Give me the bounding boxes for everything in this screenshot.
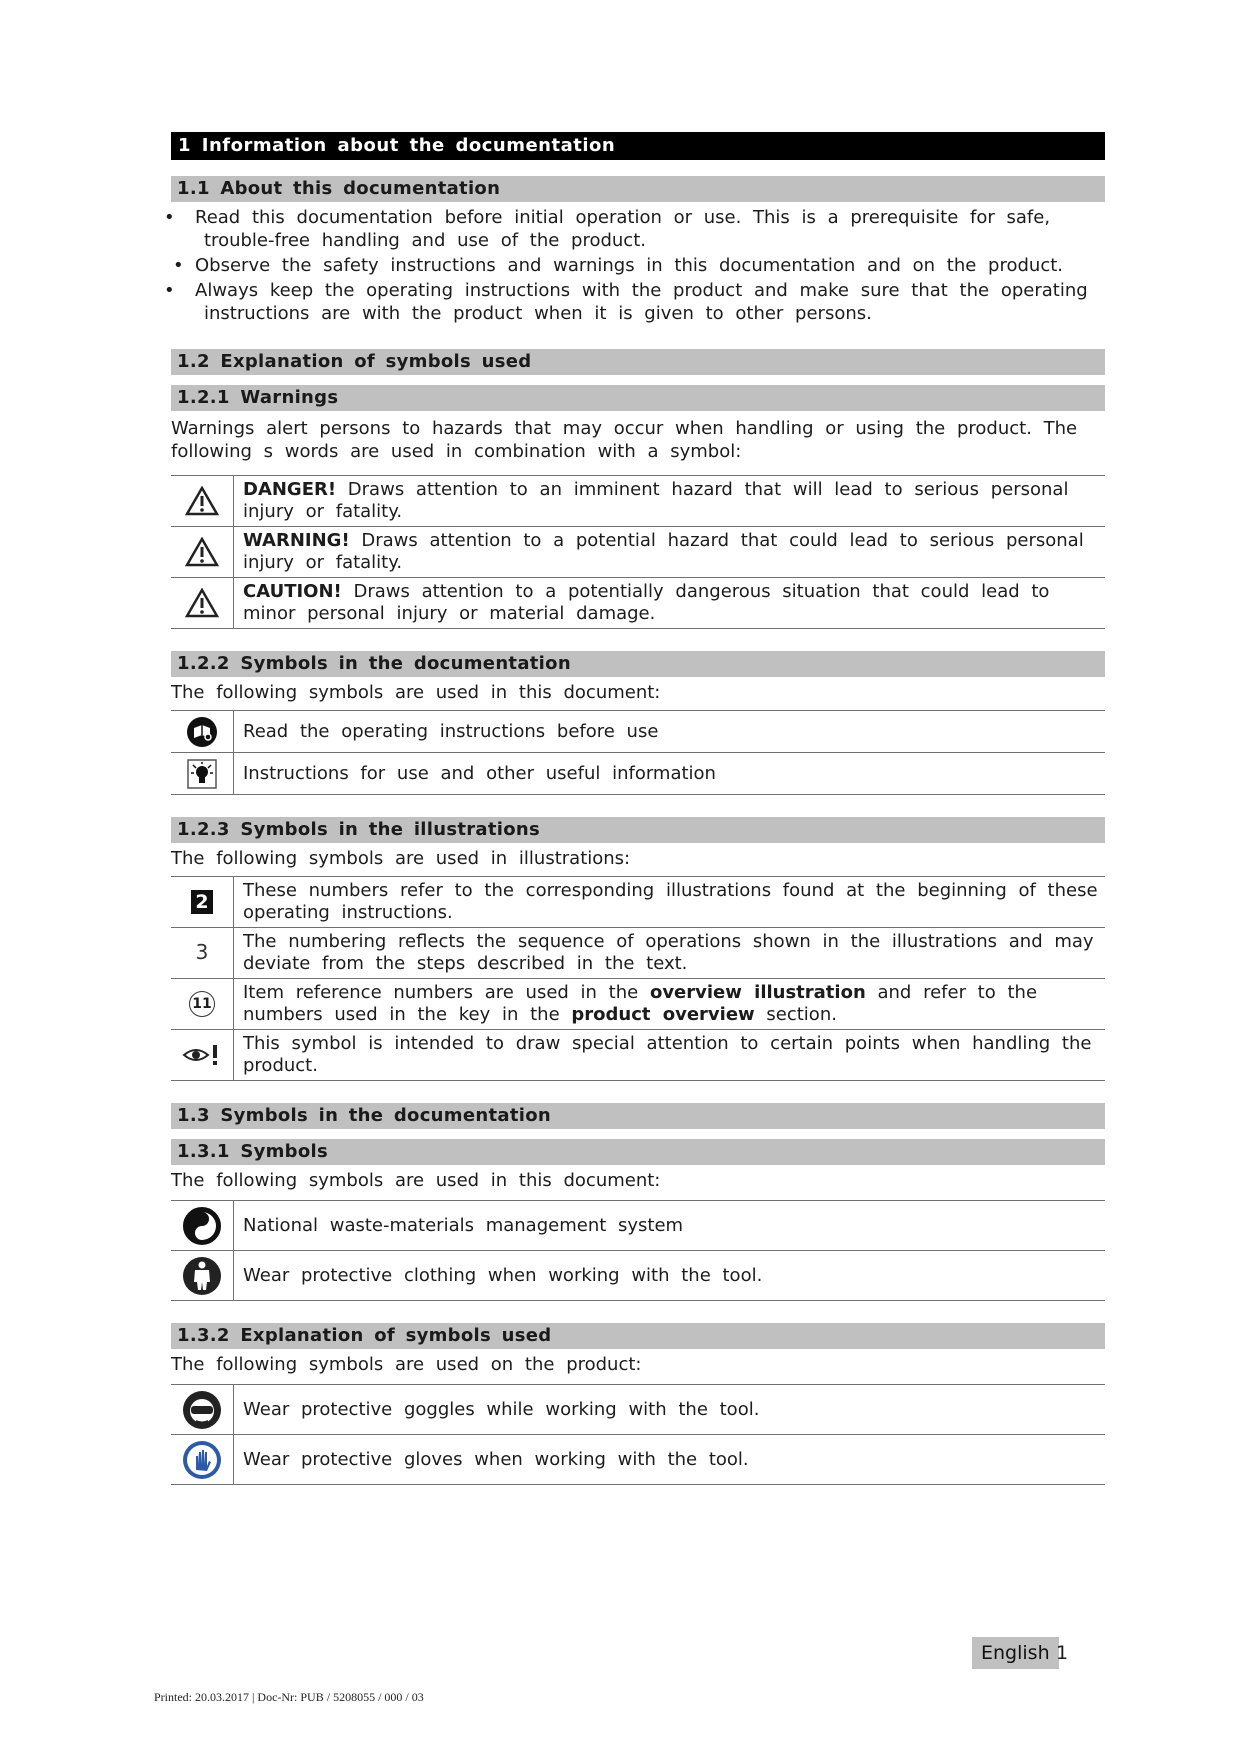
sequence-number-text: The numbering reflects the sequence of operations shown in the illustrations and may deviate from the steps described in the text. (234, 928, 1106, 979)
useful-info-text: Instructions for use and other useful information (234, 753, 1106, 795)
table-row (171, 1435, 1105, 1485)
protective-goggles-icon (171, 1385, 234, 1435)
eye-attention-icon (171, 1030, 234, 1081)
table-row (171, 928, 1105, 979)
protective-gloves-icon (171, 1435, 234, 1485)
item-reference-icon: 11 (171, 979, 234, 1030)
table-row (171, 527, 1105, 578)
protective-gloves-text: Wear protective gloves when working with the tool. (234, 1435, 1106, 1485)
figure-number-icon: 2 (171, 877, 234, 928)
warnings-table (171, 475, 1105, 629)
caution-text: Draws attention to a potentially dangerous situation that could lead to minor personal injury or material damage. (243, 581, 1050, 624)
section-heading-1-2-3: 1.2.3 Symbols in the illustrations (171, 817, 1105, 843)
table-row (171, 1201, 1105, 1251)
symbols-intro: The following symbols are used in this document: (171, 1170, 661, 1191)
table-row (171, 711, 1105, 753)
printed-info: Printed: 20.03.2017 | Doc-Nr: PUB / 5208055 / 000 / 03 (154, 1690, 424, 1704)
table-row (171, 1385, 1105, 1435)
warning-triangle-icon (171, 578, 234, 629)
section-heading-1-3: 1.3 Symbols in the documentation (171, 1103, 1105, 1129)
list-item: • Always keep the operating instructions with the product and make sure that the operating instructions are with the product when it is given to other persons. (171, 279, 1105, 325)
document-page (171, 132, 1105, 1485)
section-heading-1-2-2: 1.2.2 Symbols in the documentation (171, 651, 1105, 677)
caution-term: CAUTION! (243, 581, 342, 602)
illustration-symbols-table (171, 876, 1105, 1081)
protective-goggles-text: Wear protective goggles while working with the tool. (234, 1385, 1106, 1435)
table-row (171, 877, 1105, 928)
section-heading-1-2: 1.2 Explanation of symbols used (171, 349, 1105, 375)
product-symbols-table (171, 1384, 1105, 1485)
doc-symbols-table (171, 710, 1105, 795)
danger-term: DANGER! (243, 479, 337, 500)
warning-triangle-icon (171, 476, 234, 527)
warning-triangle-icon (171, 527, 234, 578)
section-heading-1-3-2: 1.3.2 Explanation of symbols used (171, 1323, 1105, 1349)
item-ref-text-a: Item reference numbers are used in the (243, 982, 650, 1003)
waste-management-text: National waste-materials management system (234, 1201, 1106, 1251)
warnings-intro: Warnings alert persons to hazards that may occur when handling or using the product. The following s words are used in combination with a symbol: (171, 418, 1078, 462)
table-row (171, 1030, 1105, 1081)
section-heading-1-2-1: 1.2.1 Warnings (171, 385, 1105, 411)
table-row (171, 476, 1105, 527)
symbols-table (171, 1200, 1105, 1301)
language-badge: English (972, 1637, 1059, 1669)
warning-text: Draws attention to a potential hazard that could lead to serious personal injury or fatality. (243, 530, 1084, 573)
section-heading-1-3-1: 1.3.1 Symbols (171, 1139, 1105, 1165)
table-row (171, 979, 1105, 1030)
page-number: 1 (1056, 1642, 1069, 1664)
sequence-number-icon: 3 (171, 928, 234, 979)
lightbulb-info-icon (171, 753, 234, 795)
list-item: • Observe the safety instructions and warnings in this documentation and on the product. (171, 254, 1105, 277)
about-bullet-list (171, 206, 1105, 325)
table-row (171, 753, 1105, 795)
read-manual-text: Read the operating instructions before use (234, 711, 1106, 753)
item-ref-bold-b: product overview (571, 1004, 755, 1025)
protective-clothing-text: Wear protective clothing when working with the tool. (234, 1251, 1106, 1301)
danger-text: Draws attention to an imminent hazard that will lead to serious personal injury or fatality. (243, 479, 1069, 522)
table-row (171, 1251, 1105, 1301)
list-item: • Read this documentation before initial operation or use. This is a prerequisite for safe, trouble-free handling and use of the product. (171, 206, 1105, 252)
figure-number-text: These numbers refer to the corresponding illustrations found at the beginning of these operating instructions. (234, 877, 1106, 928)
read-manual-icon (171, 711, 234, 753)
item-ref-text-c: section. (754, 1004, 837, 1025)
eye-attention-text: This symbol is intended to draw special attention to certain points when handling the product. (234, 1030, 1106, 1081)
recycling-green-dot-icon (171, 1201, 234, 1251)
product-symbols-intro: The following symbols are used on the product: (171, 1354, 642, 1375)
item-ref-bold-a: overview illustration (649, 982, 866, 1003)
doc-symbols-intro: The following symbols are used in this document: (171, 682, 661, 703)
warning-term: WARNING! (243, 530, 350, 551)
illustration-symbols-intro: The following symbols are used in illustrations: (171, 848, 631, 869)
item-ref-text-b: and refer to the numbers used in the key in the (243, 982, 1038, 1025)
table-row (171, 578, 1105, 629)
section-heading-1-1: 1.1 About this documentation (171, 176, 1105, 202)
protective-clothing-icon (171, 1251, 234, 1301)
section-heading-1: 1 Information about the documentation (171, 132, 1105, 160)
